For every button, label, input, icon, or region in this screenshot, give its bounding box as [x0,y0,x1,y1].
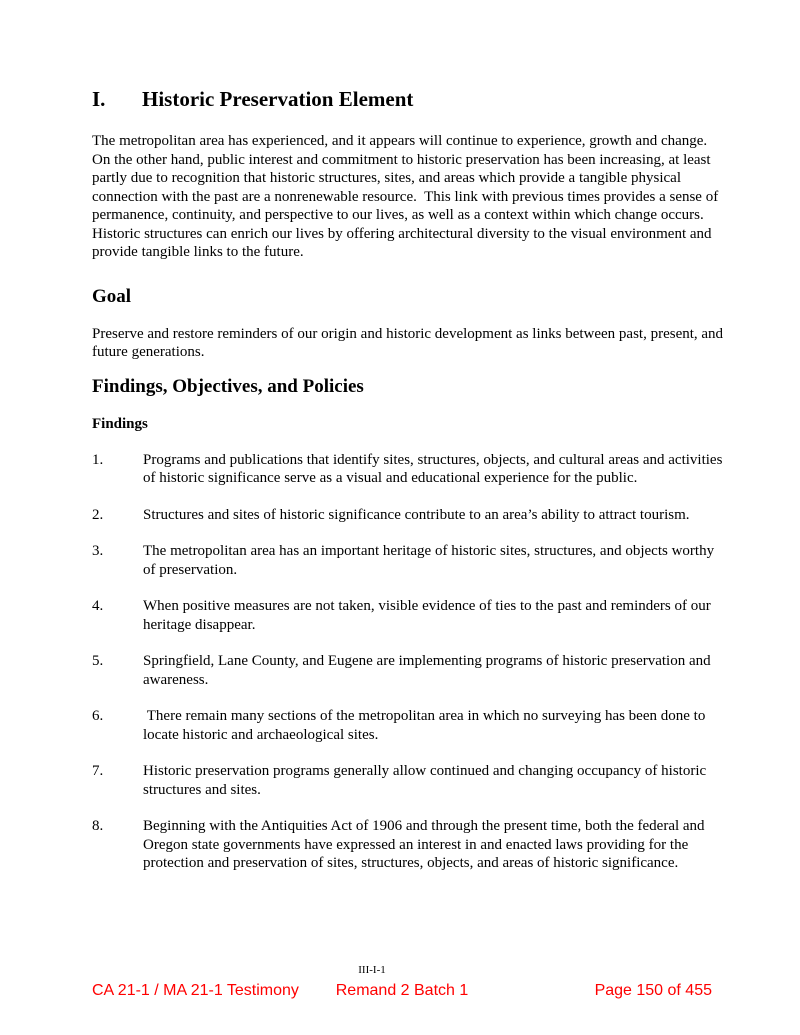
stamp-case-label: CA 21-1 / MA 21-1 Testimony [92,982,299,999]
finding-item [92,542,726,579]
finding-number: 4. [92,598,104,614]
goal-heading: Goal [92,285,132,307]
page-title-number: I. [92,87,106,111]
finding-text: Springfield, Lane County, and Eugene are implementing programs of historic preservation and awareness. [143,653,715,688]
finding-item [92,652,726,689]
finding-text: Beginning with the Antiquities Act of 1906 and through the present time, both the federal and Oregon state governments have expressed an interest in and enacted laws providing for the protection and preservation of sites, structures, objects, and areas of historic significance. [143,818,709,871]
finding-text: Programs and publications that identify sites, structures, objects, and cultural areas and activities of historic significance serve as a visual and educational experience for the public. [143,451,727,486]
document-body [92,86,726,891]
page-title [92,86,726,112]
goal-paragraph: Preserve and restore reminders of our origin and historic development as links between past, present, and future generations. [92,325,727,360]
finding-text: When positive measures are not taken, visible evidence of ties to the past and reminders of our heritage disappear. [143,598,715,633]
finding-number: 3. [92,543,104,559]
findings-objectives-policies-heading: Findings, Objectives, and Policies [92,375,364,397]
stamp-batch-label: Remand 2 Batch 1 [335,982,469,999]
finding-number: 1. [92,451,104,468]
intro-paragraph: The metropolitan area has experienced, and it appears will continue to experience, growth and change. On the other hand, public interest and commitment to historic preservation has been increasing, at least partly due to recognition that historic structures, sites, and areas which provide a tangible physical connection with the past are a nonrenewable resource. This link with previous times provides a sense of permanence, continuity, and perspective to our lives, as well as a context within which change occurs. Historic structures can enrich our lives by offering architectural diversity to the visual environment and provide tangible links to the future. [92,133,722,260]
findings-subheading: Findings [92,415,148,432]
finding-number: 7. [92,763,104,779]
page-title-text: Historic Preservation Element [142,87,414,111]
bates-stamp-row [92,981,712,1000]
finding-item [92,597,726,634]
finding-text: The metropolitan area has an important heritage of historic sites, structures, and objects worthy of preservation. [143,543,718,578]
finding-item [92,817,726,873]
finding-number: 2. [92,506,104,523]
finding-text: Historic preservation programs generally allow continued and changing occupancy of historic structures and sites. [143,763,710,798]
doc-page-number: III-I-1 [358,964,386,976]
finding-item [92,762,726,799]
finding-item [92,506,726,525]
finding-text: Structures and sites of historic significance contribute to an area’s ability to attract tourism. [143,506,690,523]
stamp-page-count: Page 150 of 455 [594,982,712,999]
finding-text: There remain many sections of the metropolitan area in which no surveying has been done to locate historic and archaeological sites. [143,708,710,743]
page-footer [92,963,712,1000]
finding-item [92,707,726,744]
finding-number: 5. [92,653,104,669]
finding-item [92,451,726,488]
finding-number: 8. [92,818,104,834]
finding-number: 6. [92,708,104,724]
